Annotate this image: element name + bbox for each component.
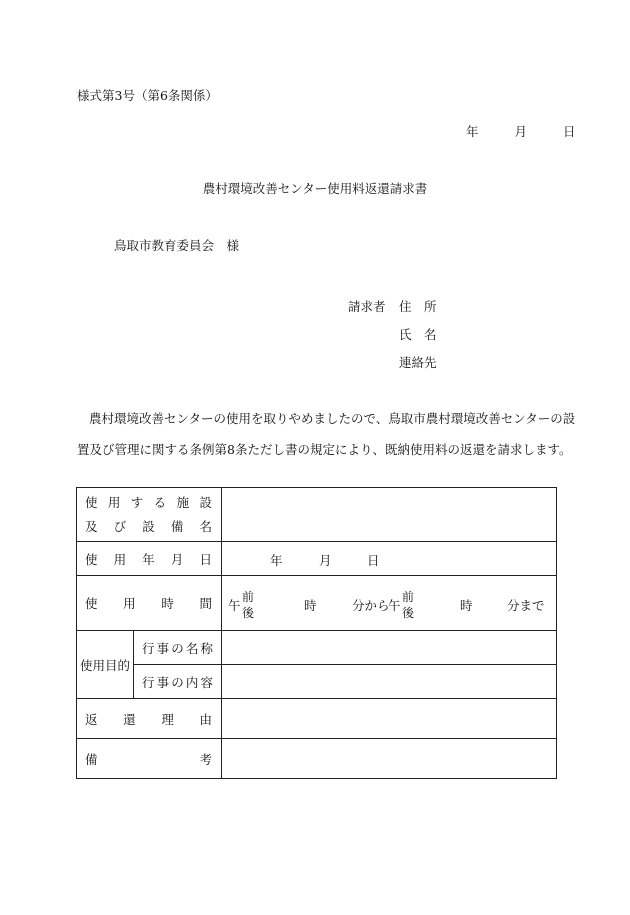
page-title: 農村環境改善センター使用料返還請求書 — [202, 181, 428, 196]
time-label-cell: 使 用 時 間 — [77, 576, 222, 631]
event-content-label-cell: 行 事 の 内 容 — [134, 665, 222, 699]
return-reason-label-cell: 返 還 理 由 — [77, 699, 222, 739]
event-name-label-cell: 行 事 の 名 称 — [134, 631, 222, 665]
event-content-row — [77, 665, 557, 699]
requester-contact-label: 連絡先 — [399, 355, 437, 370]
use-date-day: 日 — [367, 553, 380, 568]
date-label-cell: 使 用 年 月 日 — [77, 542, 222, 576]
time-input[interactable] — [222, 576, 557, 631]
event-name-row — [77, 631, 557, 665]
date-row — [77, 542, 557, 576]
requester-name-label: 氏 名 — [399, 327, 437, 342]
event-content-input[interactable] — [222, 665, 557, 699]
addressee: 鳥取市教育委員会 様 — [114, 238, 240, 253]
use-date-year: 年 — [270, 553, 283, 568]
time-minute-to: 分まで — [507, 598, 545, 613]
time-row — [77, 576, 557, 631]
body-text-line-1: 農村環境改善センターの使用を取りやめましたので、鳥取市農村環境改善センターの設 — [89, 411, 576, 426]
requester-label: 請求者 — [348, 299, 386, 314]
return-reason-input[interactable] — [222, 699, 557, 739]
time-pre-1: 前 — [242, 590, 255, 604]
purpose-label: 使用目的 — [77, 631, 134, 699]
form-number: 様式第3号（第6条関係） — [77, 88, 218, 103]
date-input[interactable] — [222, 542, 557, 576]
time-minute-from: 分から — [352, 598, 390, 613]
time-hour-2: 時 — [460, 598, 473, 613]
date-year: 年 — [466, 124, 479, 139]
facility-input[interactable] — [222, 488, 557, 542]
use-date-month: 月 — [319, 553, 332, 568]
remarks-label-cell: 備 考 — [77, 739, 222, 779]
date-day: 日 — [562, 124, 576, 139]
requester-address-label: 住 所 — [399, 299, 437, 314]
request-form-table — [76, 487, 557, 779]
remarks-input[interactable] — [222, 739, 557, 779]
time-post-2: 後 — [402, 606, 415, 620]
body-text-line-2: 置及び管理に関する条例第8条ただし書の規定により、既納使用料の返還を請求します。 — [77, 442, 572, 457]
return-reason-row — [77, 699, 557, 739]
facility-label-cell — [77, 488, 222, 542]
time-am-1: 午 — [228, 598, 241, 613]
time-hour-1: 時 — [304, 598, 317, 613]
event-name-input[interactable] — [222, 631, 557, 665]
time-am-2: 午 — [388, 598, 401, 613]
facility-label-line-2: 及 び 設 備 名 — [85, 518, 212, 534]
remarks-row — [77, 739, 557, 779]
time-pre-2: 前 — [402, 590, 415, 604]
date-month: 月 — [514, 124, 527, 139]
request-date — [466, 122, 575, 140]
facility-row — [77, 488, 557, 542]
facility-label-line-1: 使 用 す る 施 設 — [85, 494, 212, 510]
time-post-1: 後 — [242, 606, 255, 620]
